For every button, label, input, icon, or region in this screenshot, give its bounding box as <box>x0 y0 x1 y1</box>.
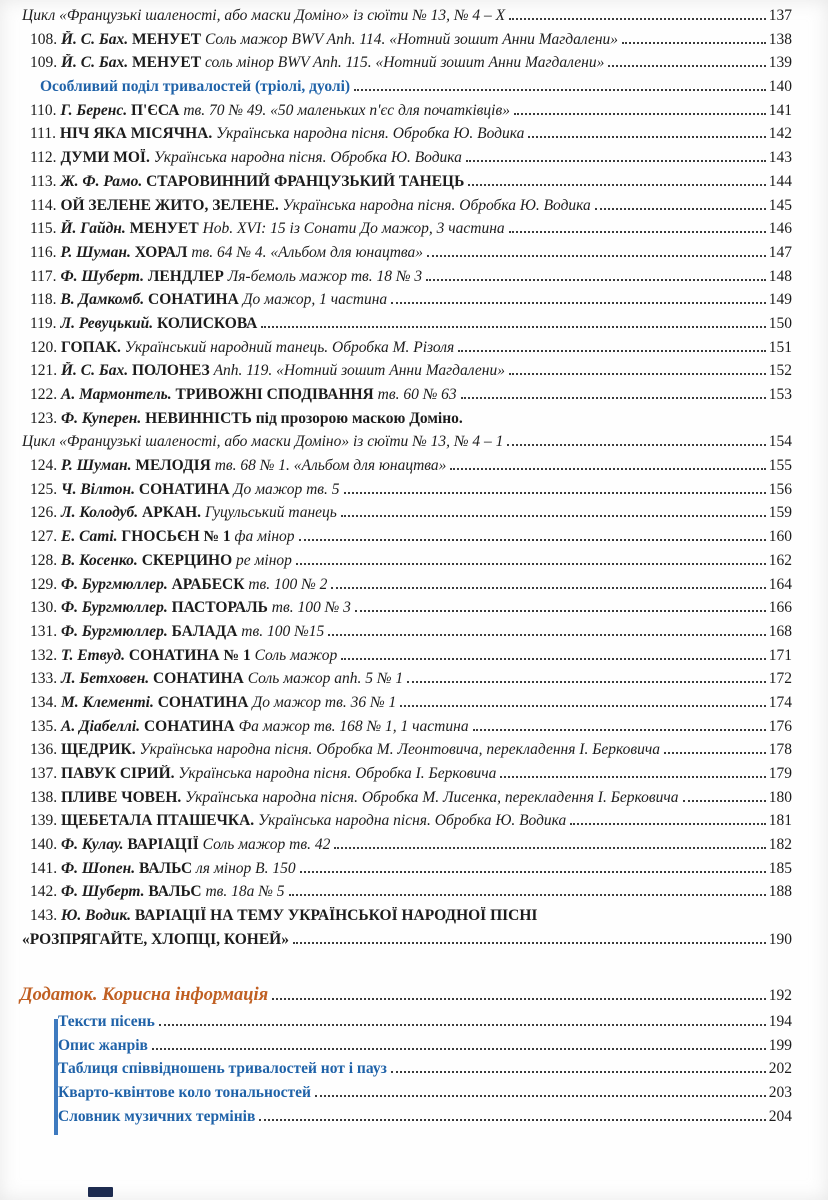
toc-line <box>0 670 828 694</box>
entry-number: 127. <box>30 528 61 546</box>
work-description: Український народний танець. Обробка М. Різоля <box>124 338 455 356</box>
composer-name: Ф. Кулау. <box>61 836 128 854</box>
work-title: СОНАТИНА <box>143 717 239 735</box>
page-number: 166 <box>768 599 792 617</box>
page-number: 164 <box>768 575 792 593</box>
page-number: 199 <box>768 1036 792 1054</box>
composer-name: Е. Саті. <box>61 528 122 546</box>
work-description: тв. 68 № 1. «Альбом для юнацтва» <box>214 457 447 475</box>
toc-line <box>0 362 828 386</box>
toc-line <box>0 789 828 813</box>
entry-number: 121. <box>30 362 61 380</box>
page-number: 155 <box>768 457 792 475</box>
dot-leader <box>466 160 766 162</box>
page-number: 159 <box>768 504 792 522</box>
composer-name: Ф. Шуберт. <box>61 883 149 901</box>
page-number: 172 <box>768 670 792 688</box>
work-description: тв. 64 № 4. «Альбом для юнацтва» <box>191 243 424 261</box>
entry-number: 133. <box>30 670 61 688</box>
dot-leader <box>608 65 765 67</box>
work-title: МЕНУЕТ <box>132 54 205 72</box>
work-title: ПЛИВЕ ЧОВЕН. <box>61 788 186 806</box>
dot-leader <box>458 350 766 352</box>
work-title: Особливий поділ тривалостей (тріолі, дуолі) <box>40 78 351 96</box>
dot-leader <box>514 113 766 115</box>
dot-leader <box>354 89 766 91</box>
toc-line <box>0 149 828 173</box>
work-title: ВАЛЬС <box>138 859 197 877</box>
dot-leader <box>293 942 766 944</box>
toc-line <box>0 836 828 860</box>
page-number: 182 <box>768 836 792 854</box>
work-title: БАЛАДА <box>171 622 242 640</box>
work-description: Цикл «Французькі шаленості, або маски Доміно» із сюїти № 13, № 4 – 1 <box>22 433 504 451</box>
dot-leader <box>426 279 766 281</box>
page-number: 204 <box>768 1107 792 1125</box>
entry-number: 123. <box>30 409 61 427</box>
work-title: під прозорою маскою Доміно. <box>255 409 463 427</box>
work-description: Ля-бемоль мажор тв. 18 № 3 <box>227 267 423 285</box>
work-title: ВАРІАЦІЇ <box>127 836 203 854</box>
entry-number: 140. <box>30 836 61 854</box>
composer-name: Л. Бетховен. <box>61 670 154 688</box>
work-title: МЕНУЕТ <box>129 220 203 238</box>
appendix-item-label: Словник музичних термінів <box>58 1107 256 1125</box>
dot-leader <box>509 373 766 375</box>
work-description: ля мінор В. 150 <box>196 859 296 877</box>
toc-line <box>0 741 828 765</box>
work-description: Українська народна пісня. Обробка Ю. Водика <box>216 125 525 143</box>
work-title: МЕЛОДІЯ <box>135 457 215 475</box>
entry-number: 109. <box>30 54 61 72</box>
work-description: Соль мажор тв. 42 <box>202 836 331 854</box>
composer-name: Ч. Вілтон. <box>61 480 139 498</box>
composer-name: В. Косенко. <box>61 551 142 569</box>
appendix-item-label: Тексти пісень <box>58 1013 155 1030</box>
work-title: СОНАТИНА <box>138 480 234 498</box>
work-description: Hob. XVI: 15 із Сонати До мажор, 3 частина <box>202 220 505 238</box>
entry-number: 108. <box>30 30 61 48</box>
page-number: 144 <box>768 172 792 190</box>
toc-line <box>0 197 828 221</box>
page-number: 142 <box>768 125 792 143</box>
entry-number: 134. <box>30 693 61 711</box>
work-description: тв. 18а № 5 <box>205 883 285 901</box>
entry-number: 116. <box>30 243 61 261</box>
bottom-edge-mark <box>88 1187 113 1197</box>
work-title: ВАРІАЦІЇ НА ТЕМУ УКРАЇНСЬКОЇ НАРОДНОЇ ПІСНІ <box>134 907 538 925</box>
dot-leader <box>328 634 766 636</box>
dot-leader <box>289 894 766 896</box>
work-description: тв. 70 № 49. «50 маленьких п'єс для початківців» <box>183 101 510 119</box>
work-title: ЛЕНДЛЕР <box>147 267 228 285</box>
toc-line <box>0 647 828 671</box>
appendix-section <box>0 985 828 1131</box>
composer-name: Р. Шуман. <box>61 457 136 475</box>
dot-leader <box>341 658 766 660</box>
work-title: СТАРОВИННИЙ ФРАНЦУЗЬКИЙ ТАНЕЦЬ <box>146 172 465 190</box>
toc-line <box>0 860 828 884</box>
entry-number: 113. <box>30 172 61 190</box>
work-title: МЕНУЕТ <box>132 30 205 48</box>
dot-leader <box>334 847 765 849</box>
page-number: 146 <box>768 220 792 238</box>
toc-line <box>0 220 828 244</box>
page-number: 145 <box>768 196 792 214</box>
work-title: ХОРАЛ <box>134 243 192 261</box>
page-number: 153 <box>768 386 792 403</box>
toc-line <box>0 694 828 718</box>
work-title: СОНАТИНА № 1 <box>128 646 255 664</box>
dot-leader <box>152 1048 766 1050</box>
work-description: тв. 100 №15 <box>241 622 325 640</box>
dot-leader <box>664 752 766 754</box>
appendix-item-label: Кварто-квінтове коло тональностей <box>58 1084 311 1102</box>
work-title: СОНАТИНА <box>153 670 248 688</box>
entry-number: 112. <box>30 149 61 167</box>
work-description: Соль мажор <box>254 646 338 664</box>
entry-number: 142. <box>30 883 61 901</box>
work-title: КОЛИСКОВА <box>156 314 258 332</box>
page-number: 188 <box>768 883 792 901</box>
toc-line <box>0 552 828 576</box>
page-number: 140 <box>768 78 792 96</box>
dot-leader <box>461 397 766 399</box>
toc-line <box>0 812 828 836</box>
composer-name: М. Клементі. <box>61 693 158 711</box>
dot-leader <box>315 1095 766 1097</box>
appendix-item-label: Таблиця співвідношень тривалостей нот і пауз <box>58 1060 387 1078</box>
work-description: Українська народна пісня. Обробка М. Лисенка, перекладення І. Берковича <box>185 788 679 806</box>
page-number: 139 <box>768 54 792 72</box>
toc-line <box>0 102 828 126</box>
dot-leader <box>507 444 765 446</box>
page-number: 178 <box>768 741 792 759</box>
entry-number: 129. <box>30 575 61 593</box>
work-description: Соль мажор BWV Anh. 114. «Нотний зошит Анни Магдалени» <box>204 30 619 48</box>
dot-leader <box>400 705 766 707</box>
entry-number: 117. <box>30 267 61 285</box>
work-title: ТРИВОЖНІ СПОДІВАННЯ <box>175 386 378 403</box>
dot-leader <box>341 515 766 517</box>
toc-line <box>0 623 828 647</box>
page-number: 149 <box>768 291 792 309</box>
page-number: 160 <box>768 528 792 546</box>
toc-line <box>0 931 828 955</box>
page-number: 151 <box>768 338 792 356</box>
work-description: Соль мажор anh. 5 № 1 <box>247 670 404 688</box>
composer-name: Ф. Бургмюллер. <box>61 622 172 640</box>
page-number: 148 <box>768 267 792 285</box>
toc-line <box>0 339 828 363</box>
work-description: Anh. 119. «Нотний зошит Анни Магдалени» <box>213 362 505 380</box>
entry-number: 120. <box>30 338 61 356</box>
work-description: Українська народна пісня. Обробка Ю. Водика <box>282 196 591 214</box>
toc-line <box>0 7 828 31</box>
dot-leader <box>595 208 766 210</box>
composer-name: Й. С. Бах. <box>61 54 132 72</box>
toc-line <box>0 54 828 78</box>
work-title: «РОЗПРЯГАЙТЕ, ХЛОПЦІ, КОНЕЙ» <box>22 930 289 948</box>
composer-name: Й. Гайдн. <box>60 220 130 238</box>
appendix-list <box>0 1013 828 1131</box>
dot-leader <box>570 823 765 825</box>
page-number: 143 <box>768 149 792 167</box>
work-title: П'ЄСА <box>130 101 184 119</box>
toc-line <box>0 907 828 931</box>
dot-leader <box>355 610 766 612</box>
work-title: АРАБЕСК <box>171 575 249 593</box>
dot-leader <box>261 326 765 328</box>
composer-name: Ф. Шуберт. <box>60 267 148 285</box>
appendix-item <box>0 1060 828 1084</box>
entry-number: 110. <box>30 101 61 119</box>
toc-line <box>0 173 828 197</box>
page-number: 141 <box>768 101 792 119</box>
composer-name: Ф. Шопен. <box>61 859 139 877</box>
composer-name: Ж. Ф. Рамо. <box>60 172 147 190</box>
composer-name: Ф. Бургмюллер. <box>61 575 172 593</box>
dot-leader <box>272 998 766 1000</box>
page-number: 185 <box>768 859 792 877</box>
dot-leader <box>344 492 766 494</box>
toc-line <box>0 457 828 481</box>
work-description: Українська народна пісня. Обробка Ю. Водика <box>153 149 462 167</box>
work-description: Українська народна пісня. Обробка Ю. Водика <box>258 812 567 830</box>
toc-line <box>0 31 828 55</box>
dot-leader <box>622 42 766 44</box>
toc-line <box>0 481 828 505</box>
entry-number: 141. <box>30 859 61 877</box>
dot-leader <box>299 539 766 541</box>
appendix-item <box>0 1037 828 1061</box>
page-number: 203 <box>768 1084 792 1102</box>
page-number: 150 <box>768 314 792 332</box>
work-title: ДУМИ МОЇ. <box>60 149 154 167</box>
work-description: Фа мажор тв. 168 № 1, 1 частина <box>238 717 469 735</box>
dot-leader <box>528 136 765 138</box>
toc-line <box>0 576 828 600</box>
work-title: СОНАТИНА <box>157 693 253 711</box>
dot-leader <box>331 587 765 589</box>
page-number: 180 <box>768 788 792 806</box>
appendix-heading: Додаток. Корисна інформація <box>20 985 269 1005</box>
work-description: соль мінор BWV Anh. 115. «Нотний зошит Анни Магдалени» <box>204 54 605 72</box>
page-number: 194 <box>768 1013 792 1030</box>
toc-list <box>0 7 828 955</box>
composer-name: А. Діабеллі. <box>61 717 144 735</box>
work-title: ЩЕДРИК. <box>61 741 140 759</box>
toc-line <box>0 528 828 552</box>
composer-name: Ф. Бургмюллер. <box>61 599 172 617</box>
work-title: ОЙ ЗЕЛЕНЕ ЖИТО, ЗЕЛЕНЕ. <box>60 196 283 214</box>
dot-leader <box>450 468 765 470</box>
entry-number: 119. <box>30 314 61 332</box>
entry-number: 124. <box>30 457 61 475</box>
page-number: 147 <box>768 243 792 261</box>
toc-line <box>0 410 828 434</box>
toc-line <box>0 599 828 623</box>
entry-number: 130. <box>30 599 61 617</box>
dot-leader <box>473 729 766 731</box>
appendix-item <box>0 1108 828 1132</box>
entry-number: 115. <box>30 220 61 238</box>
work-title: СОНАТИНА <box>148 291 243 309</box>
work-description: фа мінор <box>234 528 295 546</box>
entry-number: 138. <box>30 788 61 806</box>
toc-line <box>0 268 828 292</box>
entry-number: 111. <box>30 125 60 143</box>
page-number: 176 <box>768 717 792 735</box>
toc-line <box>0 883 828 907</box>
dot-leader <box>259 1119 765 1121</box>
composer-name: Л. Ревуцький. <box>60 314 157 332</box>
work-title: ПАВУК СІРИЙ. <box>61 765 179 782</box>
work-description: тв. 100 № 2 <box>248 575 328 593</box>
work-title: НІЧ ЯКА МІСЯЧНА. <box>59 125 217 143</box>
dot-leader <box>159 1024 766 1026</box>
work-description: Гуцульський танець <box>204 504 337 522</box>
toc-line <box>0 78 828 102</box>
dot-leader <box>391 302 766 304</box>
entry-number: 128. <box>30 551 61 569</box>
work-description: Українська народна пісня. Обробка І. Берковича <box>178 765 497 782</box>
work-title: ГНОСЬЄН № 1 <box>121 528 235 546</box>
composer-name: В. Дамкомб. <box>60 291 149 309</box>
page-number: 156 <box>768 480 792 498</box>
toc-line <box>0 718 828 742</box>
entry-number: 126. <box>30 504 61 522</box>
entry-number: 132. <box>30 646 61 664</box>
dot-leader <box>296 563 766 565</box>
toc-line <box>0 765 828 789</box>
work-title: ПОЛОНЕЗ <box>132 362 214 380</box>
page-number: 137 <box>768 7 792 24</box>
page-number: 138 <box>768 30 792 48</box>
page-number: 192 <box>768 987 792 1004</box>
toc-line <box>0 504 828 528</box>
entry-number: 125. <box>30 480 61 498</box>
composer-name: А. Мармонтель. <box>61 386 176 403</box>
composer-name: Й. С. Бах. <box>61 30 132 48</box>
page-number: 181 <box>768 812 792 830</box>
appendix-item-label: Опис жанрів <box>58 1036 148 1054</box>
toc-line <box>0 125 828 149</box>
dot-leader <box>509 231 766 233</box>
toc-line <box>0 386 828 410</box>
dot-leader <box>391 1071 766 1073</box>
toc-line <box>0 433 828 457</box>
work-title: ГОПАК. <box>61 338 125 356</box>
work-title: ВАЛЬС <box>148 883 206 901</box>
dot-leader <box>407 681 766 683</box>
toc-line <box>0 315 828 339</box>
entry-number: 114. <box>30 196 61 214</box>
work-title: ПАСТОРАЛЬ <box>171 599 272 617</box>
page-number: 179 <box>768 765 792 782</box>
dot-leader <box>427 255 766 257</box>
entry-number: 136. <box>30 741 61 759</box>
appendix-item <box>0 1013 828 1037</box>
dot-leader <box>509 18 766 20</box>
work-description: До мажор тв. 36 № 1 <box>252 693 397 711</box>
work-title: ЩЕБЕТАЛА ПТАШЕЧКА. <box>61 812 259 830</box>
composer-name: Р. Шуман. <box>60 243 135 261</box>
entry-number: 143. <box>30 907 61 925</box>
work-description: тв. 100 № 3 <box>271 599 351 617</box>
entry-number: 135. <box>30 717 61 735</box>
entry-number: 131. <box>30 622 61 640</box>
page-number: 154 <box>768 433 792 451</box>
page-number: 202 <box>768 1060 792 1078</box>
page-number: 171 <box>768 646 792 664</box>
entry-number: 139. <box>30 812 61 830</box>
page-number: 190 <box>768 930 792 948</box>
work-title: СКЕРЦИНО <box>141 551 237 569</box>
page-number: 152 <box>768 362 792 380</box>
composer-name: Й. С. Бах. <box>61 362 132 380</box>
work-description: Українська народна пісня. Обробка М. Леонтовича, перекладення І. Берковича <box>139 741 660 759</box>
appendix-item <box>0 1084 828 1108</box>
entry-number: 122. <box>30 386 61 403</box>
work-title: НЕВИННІСТЬ <box>145 409 256 427</box>
composer-name: Г. Беренс. <box>60 101 131 119</box>
appendix-left-rule <box>54 1019 58 1135</box>
page-number: 168 <box>768 622 792 640</box>
dot-leader <box>500 776 765 778</box>
composer-name: Л. Колодуб. <box>61 504 143 522</box>
composer-name: Ф. Куперен. <box>61 409 146 427</box>
toc-line <box>0 244 828 268</box>
page-number: 162 <box>768 551 792 569</box>
appendix-heading-row <box>0 985 828 1013</box>
work-description: Цикл «Французькі шаленості, або маски Доміно» із сюїти № 13, № 4 – X <box>22 7 506 24</box>
composer-name: Т. Етвуд. <box>61 646 129 664</box>
work-description: До мажор тв. 5 <box>233 480 340 498</box>
dot-leader <box>300 871 766 873</box>
dot-leader <box>683 800 766 802</box>
entry-number: 137. <box>30 765 61 782</box>
dot-leader <box>468 184 765 186</box>
toc-line <box>0 291 828 315</box>
entry-number: 118. <box>30 291 61 309</box>
composer-name: Ю. Водик. <box>61 907 135 925</box>
work-description: ре мінор <box>236 551 292 569</box>
work-title: АРКАН. <box>142 504 205 522</box>
work-description: тв. 60 № 63 <box>377 386 457 403</box>
work-description: До мажор, 1 частина <box>242 291 388 309</box>
page-number: 174 <box>768 693 792 711</box>
